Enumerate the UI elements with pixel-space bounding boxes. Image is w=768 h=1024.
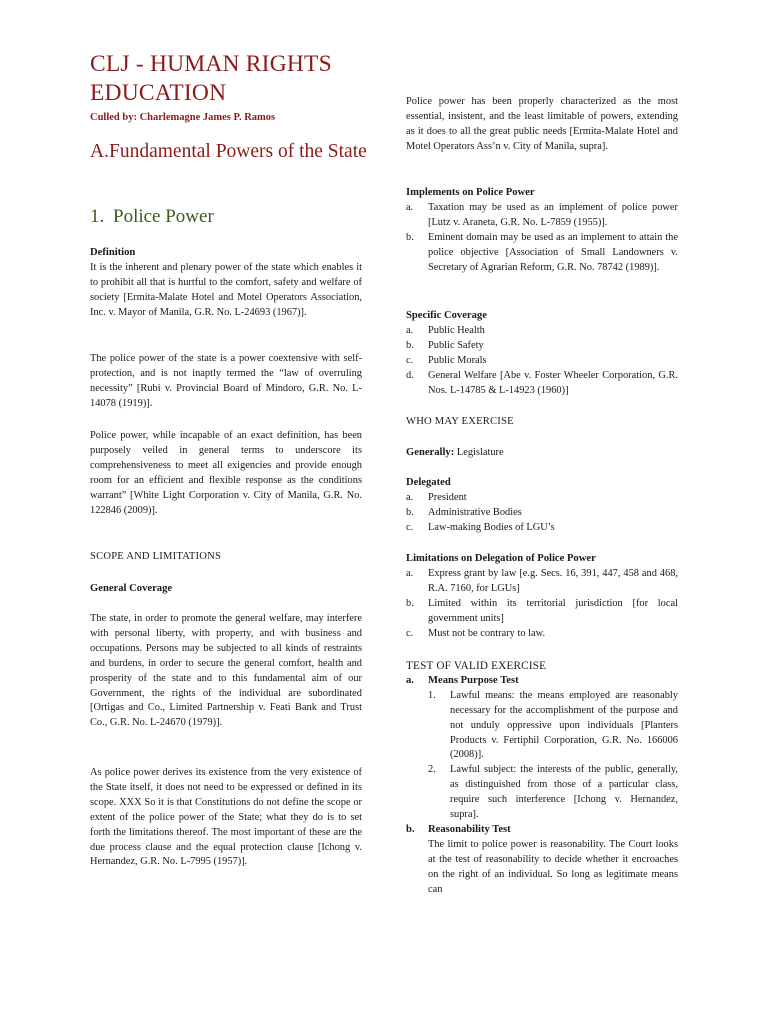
- list-text: Taxation may be used as an implement of police power [Lutz v. Araneta, G.R. No. L-7859 (1955)].: [428, 201, 678, 228]
- who-may-exercise-heading: WHO MAY EXERCISE: [406, 416, 514, 427]
- implements-section: [406, 186, 678, 275]
- test-b-heading: [406, 823, 678, 838]
- scope-paragraph-2: As police power derives its existence from the very existence of the State itself, it does not need to be expressed or defined in its scope. XXX So it is that Constitutions do not define the scope or extent of the police power of the State; what they do is to set forth the limitations thereof. The most important of these are the due process clause and the equal protection clause [Ichong v. Hernandez, G.R. No. L-7995 (1957)].: [90, 767, 362, 868]
- test-section: [406, 659, 678, 898]
- section-a-marker: A.: [90, 141, 109, 162]
- scope-paragraph-1: The state, in order to promote the general welfare, may interfere with personal liberty, with property, and with business and occupations. Persons may be subjected to all kinds of restraints and burdens, in order to secure the general comfort, health and prosperity of the state and to this fundamental aim of our Government, the rights of the individual are subordinated [Ortigas and Co., Limited Partnership v. Feati Bank and Trust Co., G.R. No. L-24670 (1979)].: [90, 613, 362, 729]
- section-a-heading: [90, 138, 380, 165]
- list-item: [406, 369, 678, 399]
- test-list: [406, 674, 678, 689]
- list-text: Lawful means: the means employed are reasonably necessary for the accomplishment of the purpose and not unduly oppressive upon individuals [Planters Products v. Fertiphil Corporation, G.R. No. 166006 (2008)].: [450, 689, 678, 761]
- delegated-heading: Delegated: [406, 477, 451, 488]
- list-item: [406, 491, 678, 506]
- generally-label: Generally:: [406, 447, 455, 458]
- list-marker: b.: [406, 506, 414, 518]
- section-1-marker: 1.: [90, 206, 105, 227]
- specific-coverage-list: [406, 324, 678, 399]
- list-item: [406, 597, 678, 627]
- definition-paragraph-3: Police power, while incapable of an exact definition, has been purposely veiled in general terms to underscore its comprehensiveness to meet all exigencies and provide enough room for an efficient and flexible response as the conditions warrant” [White Light Corporation v. City of Manila, G.R. No. 122846 (2009)].: [90, 430, 362, 516]
- list-marker: a.: [406, 324, 414, 336]
- list-marker: b.: [406, 597, 414, 609]
- generally-value: Legislature: [456, 447, 504, 458]
- implements-list: [406, 201, 678, 276]
- list-text: Eminent domain may be used as an implement to attain the police objective [Association of Small Landowners v. Secretary of Agrarian Reform, G.R. No. 78742 (1989)].: [428, 231, 678, 273]
- limitations-section: [406, 552, 678, 641]
- list-marker: c.: [406, 354, 414, 366]
- list-marker: a.: [406, 201, 414, 213]
- definition-section: [90, 246, 362, 321]
- right-intro-paragraph: Police power has been properly characterized as the most essential, insistent, and the least limitable of powers, extending as it does to all the great public needs [Ermita-Malate Hotel and Motel Operators Ass’n v. City of Manila, supra].: [406, 96, 678, 152]
- list-text: The limit to police power is reasonability. The Court looks at the test of reasonability to decide whether it encroaches on the right of an individual. So long as legitimate means can: [428, 838, 678, 895]
- list-item: [406, 354, 678, 369]
- scope-heading: SCOPE AND LIMITATIONS: [90, 551, 222, 562]
- list-marker: a.: [406, 567, 414, 579]
- culled-by: Culled by: Charlemagne James P. Ramos: [90, 112, 276, 123]
- list-marker: b.: [406, 231, 414, 243]
- list-item: [406, 521, 678, 536]
- list-text: President: [428, 491, 467, 503]
- list-marker: c.: [406, 521, 414, 533]
- general-coverage-heading: General Coverage: [90, 583, 173, 594]
- list-item: [406, 763, 678, 823]
- list-text: Public Safety: [428, 339, 484, 351]
- definition-paragraph-2: The police power of the state is a power coextensive with self-protection, and is not inaptly termed the “law of overruling necessity” [Rubi v. Provincial Board of Mindoro, G.R. No. L-14078 (1919)].: [90, 353, 362, 409]
- list-item: [406, 567, 678, 597]
- list-marker: b.: [406, 339, 414, 351]
- test-b-text: [406, 838, 678, 898]
- list-marker: b.: [406, 823, 415, 835]
- test-b-list: [406, 823, 678, 898]
- section-1-title: Police Power: [113, 206, 214, 227]
- section-1-heading: [90, 206, 214, 228]
- list-item: [406, 231, 678, 276]
- list-text: Must not be contrary to law.: [428, 627, 546, 639]
- list-marker: c.: [406, 627, 414, 639]
- list-marker: a.: [406, 491, 414, 503]
- implements-heading: Implements on Police Power: [406, 187, 535, 198]
- delegated-section: [406, 476, 678, 536]
- list-text: General Welfare [Abe v. Foster Wheeler Corporation, G.R. Nos. L-14785 & L-14923 (1960)]: [428, 369, 678, 396]
- list-text: Public Morals: [428, 354, 487, 366]
- list-text: Law-making Bodies of LGU’s: [428, 521, 555, 533]
- document-title: CLJ - HUMAN RIGHTS EDUCATION: [90, 51, 332, 106]
- list-marker: a.: [406, 674, 414, 686]
- test-heading: TEST OF VALID EXERCISE: [406, 660, 547, 672]
- section-a-title: Fundamental Powers of the State: [109, 141, 367, 162]
- test-b-title: Reasonability Test: [428, 823, 511, 835]
- test-a-title: Means Purpose Test: [428, 674, 519, 686]
- list-text: Express grant by law [e.g. Secs. 16, 391, 447, 458 and 468, R.A. 7160, for LGUs]: [428, 567, 678, 594]
- list-item: [406, 201, 678, 231]
- list-text: Public Health: [428, 324, 485, 336]
- list-item: [406, 339, 678, 354]
- specific-coverage-section: [406, 309, 678, 398]
- list-text: Limited within its territorial jurisdiction [for local government units]: [428, 597, 678, 624]
- definition-heading: Definition: [90, 247, 136, 258]
- test-a-list: [406, 689, 678, 823]
- definition-paragraph-1: It is the inherent and plenary power of the state which enables it to prohibit all that is hurtful to the comfort, safety and welfare of society [Ermita-Malate Hotel and Motel Operators Association, Inc. v. Mayor of Manila, G.R. No. L-24693 (1967)].: [90, 261, 362, 318]
- list-item: [406, 689, 678, 764]
- limitations-list: [406, 567, 678, 642]
- list-item: [406, 627, 678, 642]
- list-text: Administrative Bodies: [428, 506, 522, 518]
- list-item: [406, 324, 678, 339]
- list-marker: d.: [406, 369, 414, 381]
- list-marker: 1.: [428, 689, 436, 701]
- limitations-heading: Limitations on Delegation of Police Power: [406, 553, 596, 564]
- specific-coverage-heading: Specific Coverage: [406, 310, 487, 321]
- delegated-list: [406, 491, 678, 536]
- test-a-heading: [406, 674, 678, 689]
- list-text: Lawful subject: the interests of the public, generally, as distinguished from those of a particular class, require such interference [Ichong v. Hernandez, supra].: [450, 764, 678, 821]
- list-item: [406, 506, 678, 521]
- list-marker: 2.: [428, 764, 436, 776]
- generally-line: [406, 446, 678, 461]
